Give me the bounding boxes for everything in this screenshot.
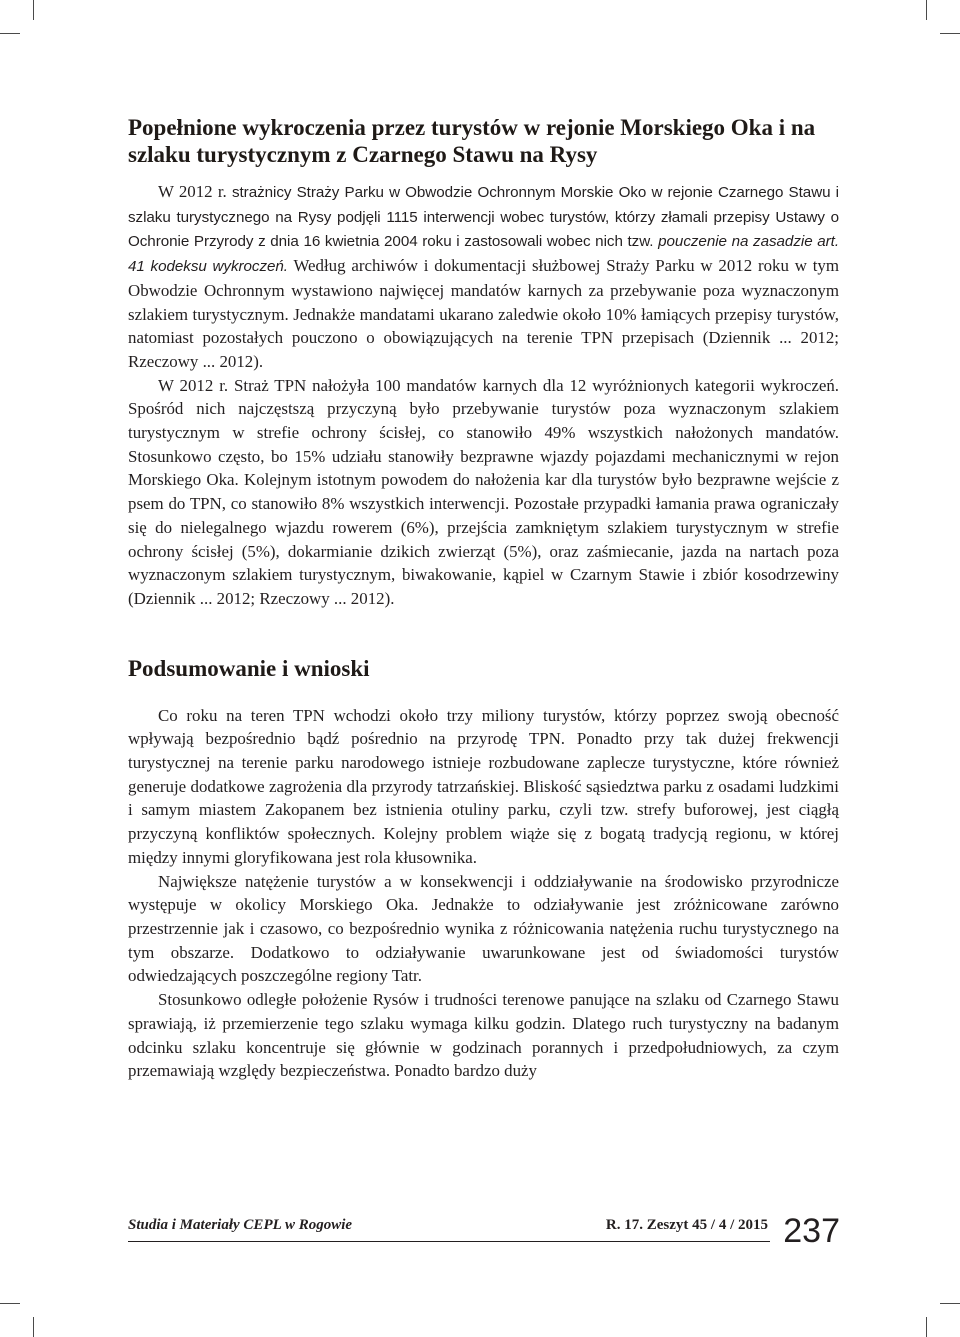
- page-number: 237: [783, 1212, 840, 1250]
- footer-rule: [128, 1241, 770, 1242]
- issue-info: R. 17. Zeszyt 45 / 4 / 2015: [605, 1217, 768, 1233]
- crop-mark: [0, 1303, 20, 1304]
- crop-mark: [33, 1317, 34, 1337]
- crop-mark: [33, 0, 34, 20]
- section-violations: [128, 114, 839, 611]
- legal-reference: pouczenie na zasadzie art. 41 kodeksu wykroczeń.: [128, 233, 839, 276]
- body-paragraph: Największe natężenie turystów a w konsekwencji i oddziaływanie na środowisko przyrodnicze występuje w okolicy Morskiego Oka. Jednakże to odziaływanie jest zróżnicowane zarówno przestrzennie jak i czasowo, co bezpośrednio wynika z różnicowania natężenia ruchu turystycznego na tym obszarze. Dodatkowo to odziaływanie uwarunkowane jest od świadomości turystów odwiedzających poszczególne regiony Tatr.: [128, 871, 839, 986]
- paragraph-lead: W 2012 r.: [158, 182, 232, 201]
- body-paragraph: [128, 180, 839, 374]
- crop-mark: [940, 1303, 960, 1304]
- journal-name: Studia i Materiały CEPL w Rogowie: [128, 1217, 353, 1233]
- body-paragraph: W 2012 r. Straż TPN nałożyła 100 mandatów karnych dla 12 wyróżnionych kategorii wykroczeń. Spośród nich najczęstszą przyczyną było przebywanie turystów poza wyznaczonym szlakiem turystycznym w strefie ochrony ścisłej, co stanowiło 49% wszystkich nałożonych mandatów. Stosunkowo często, bo 15% udziału stanowiły bezprawne wjazdy pojazdami mechanicznymi w rejon Morskiego Oka. Kolejnym istotnym powodem do nałożenia kar dla turystów było bezprawne wejście z psem do TPN, co stanowiło 8% wszystkich interwencji. Pozostałe przypadki łamania prawa ograniczały się do nielegalnego wjazdu rowerem (6%), przejścia zamkniętym szlakiem turystycznym w strefie ochrony ścisłej (5%), dokarmianie dzikich zwierząt (5%), oraz zaśmiecanie, jazda na nartach poza wyznaczonym szlakiem turystycznym, biwakowanie, kąpiel w Czarnym Stawie i zbiór kosodrzewiny (Dziennik ... 2012; Rzeczowy ... 2012).: [128, 375, 839, 608]
- page-footer: [128, 1212, 840, 1252]
- paragraph-text: Według archiwów i dokumentacji służbowej Straży Parku w 2012 roku w tym Obwodzie Ochronnym wystawiono najwięcej mandatów karnych za przebywanie poza wyznaczonym szlakiem turystycznym. Jednakże mandatami ukarano zaledwie około 10% łamiących przepisy turystów, natomiast pozostałych pouczono o obowiązujących na terenie TPN przepisach (Dziennik ... 2012; Rzeczowy ... 2012).: [128, 256, 840, 371]
- paragraph-text: strażnicy Straży Parku w Obwodzie Ochronnym Morskie Oko w rejonie Czarnego Stawu i szlaku turystycznego na Rysy podjęli 1115 interwencji wobec turystów, którzy złamali przepisy Ustawy o Ochronie Przyrody z dnia 16 kwietnia 2004 roku i zastosowali wobec nich tzw.: [128, 184, 839, 251]
- section-heading: Popełnione wykroczenia przez turystów w rejonie Morskiego Oka i na szlaku turystycznym z Czarnego Stawu na Rysy: [128, 115, 816, 167]
- crop-mark: [926, 0, 927, 20]
- crop-mark: [0, 33, 20, 34]
- body-paragraph: Stosunkowo odległe położenie Rysów i trudności terenowe panujące na szlaku od Czarnego Stawu sprawiają, iż przemierzenie tego szlaku wymaga kilku godzin. Dlatego ruch turystyczny na badanym odcinku szlaku koncentruje się głównie w godzinach porannych i przedpołudniowych, za czym przemawiają względy bezpieczeństwa. Ponadto bardzo duży: [128, 990, 839, 1081]
- page-content: [128, 114, 839, 1083]
- body-paragraph: Co roku na teren TPN wchodzi około trzy miliony turystów, którzy poprzez swoją obecność wpływają bezpośrednio bądź pośrednio na przyrodę TPN. Ponadto przy tak dużej frekwencji turystycznej na terenie parku narodowego istnieje rozbudowane zaplecze turystyczne, które również generuje dodatkowe zagrożenia dla przyrody tatrzańskiej. Bliskość sąsiedztwa parku z osadami ludzkimi i samym miastem Zakopanem bez istnienia otuliny parku, czyli tzw. strefy buforowej, jest ciągłą przyczyną konfliktów społecznych. Kolejny problem wiąże się z bogatą tradycją regionu, w której między innymi gloryfikowana jest rola kłusownika.: [128, 705, 839, 867]
- section-heading: Podsumowanie i wnioski: [128, 655, 370, 681]
- crop-mark: [940, 33, 960, 34]
- crop-mark: [926, 1317, 927, 1337]
- section-summary: [128, 655, 839, 1083]
